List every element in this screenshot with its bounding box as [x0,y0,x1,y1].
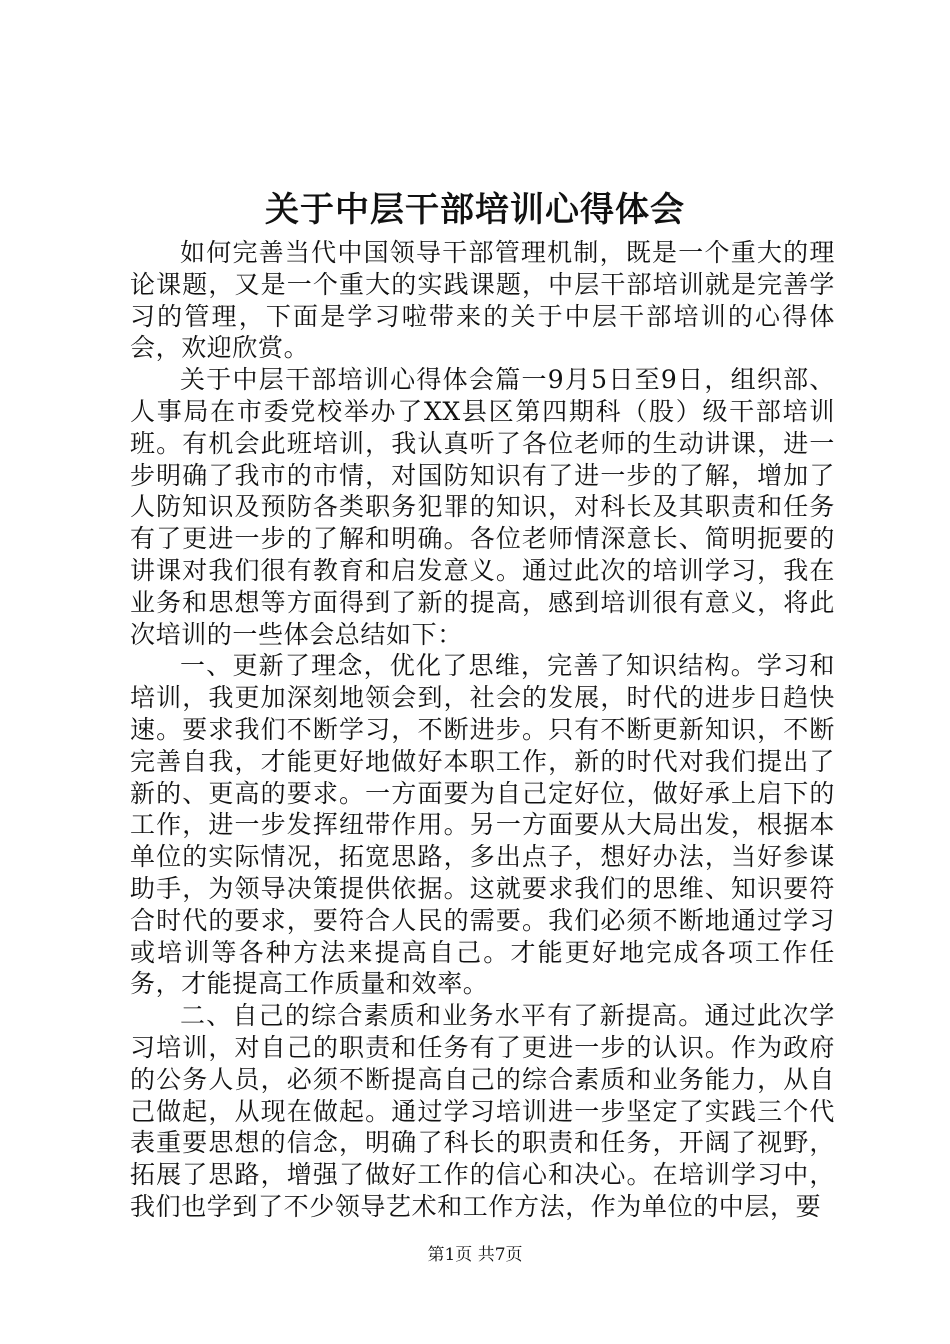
paragraph-point-two: 二、自己的综合素质和业务水平有了新提高。通过此次学习培训，对自己的职责和任务有了更进一步的认识。作为政府的公务人员，必须不断提高自己的综合素质和业务能力，从自己做起，从现在做起。通过学习培训进一步坚定了实践三个代表重要思想的信念，明确了科长的职责和任务，开阔了视野，拓展了思路，增强了做好工作的信心和决心。在培训学习中，我们也学到了不少领导艺术和工作方法，作为单位的中层，要 [130,1001,835,1221]
paragraph-article-one: 关于中层干部培训心得体会篇一9月5日至9日，组织部、人事局在市委党校举办了XX县区第四期科（股）级干部培训班。有机会此班培训，我认真听了各位老师的生动讲课，进一步明确了我市的市情，对国防知识有了进一步的了解，增加了人防知识及预防各类职务犯罪的知识，对科长及其职责和任务有了更进一步的了解和明确。各位老师情深意长、简明扼要的讲课对我们很有教育和启发意义。通过此次的培训学习，我在业务和思想等方面得到了新的提高，感到培训很有意义，将此次培训的一些体会总结如下： [130,365,835,649]
document-title: 关于中层干部培训心得体会 [265,190,685,230]
paragraph-intro: 如何完善当代中国领导干部管理机制，既是一个重大的理论课题，又是一个重大的实践课题，中层干部培训就是完善学习的管理，下面是学习啦带来的关于中层干部培训的心得体会，欢迎欣赏。 [130,238,835,363]
document-body [130,237,835,1223]
page-number-footer: 第1页 共7页 [427,1245,523,1265]
paragraph-point-one: 一、更新了理念，优化了思维，完善了知识结构。学习和培训，我更加深刻地领会到，社会的发展，时代的进步日趋快速。要求我们不断学习，不断进步。只有不断更新知识，不断完善自我，才能更好地做好本职工作，新的时代对我们提出了新的、更高的要求。一方面要为自己定好位，做好承上启下的工作，进一步发挥纽带作用。另一方面要从大局出发，根据本单位的实际情况，拓宽思路，多出点子，想好办法，当好参谋助手，为领导决策提供依据。这就要求我们的思维、知识要符合时代的要求，要符合人民的需要。我们必须不断地通过学习或培训等各种方法来提高自己。才能更好地完成各项工作任务，才能提高工作质量和效率。 [130,651,835,999]
